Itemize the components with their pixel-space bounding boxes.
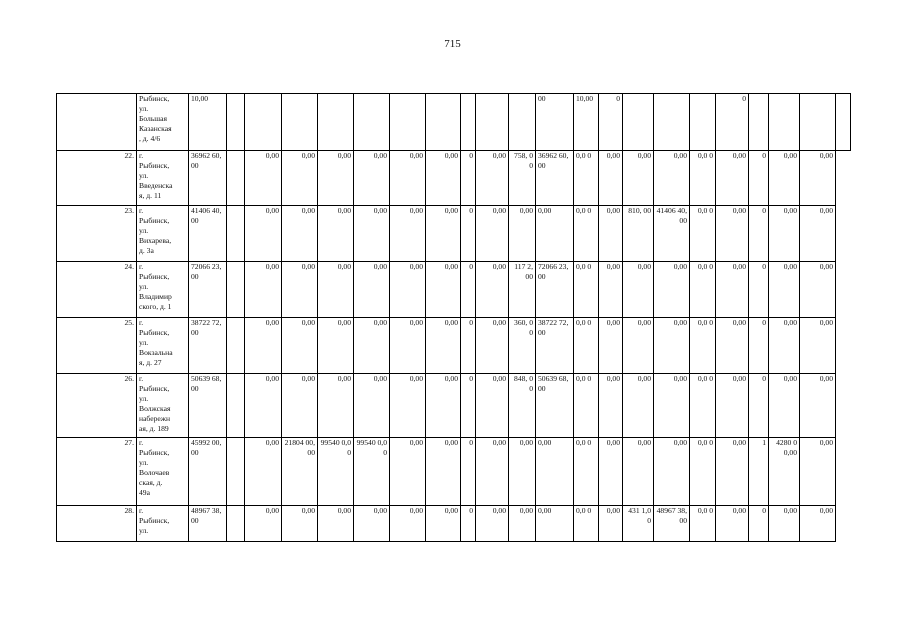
row-number-cell: 22. bbox=[57, 151, 137, 206]
value-cell: 72066 23,00 bbox=[189, 262, 227, 318]
address-line: Рыбинск, bbox=[139, 448, 170, 457]
value-cell: 0,00 bbox=[769, 506, 800, 542]
value-cell bbox=[227, 206, 245, 262]
value-cell: 0,00 bbox=[245, 374, 282, 438]
address-line: Волжская bbox=[139, 404, 171, 413]
address-cell bbox=[137, 94, 189, 151]
value-cell bbox=[654, 94, 690, 151]
address-line: Владимир bbox=[139, 292, 172, 301]
address-line: Вокзальна bbox=[139, 348, 173, 357]
value-cell: 0,00 bbox=[623, 374, 654, 438]
value-cell: 0,0 0 bbox=[690, 318, 716, 374]
value-cell: 0,00 bbox=[800, 206, 836, 262]
value-cell: 0,0 0 bbox=[574, 151, 599, 206]
value-cell: 0,0 0 bbox=[690, 438, 716, 506]
value-cell: 0,00 bbox=[282, 262, 318, 318]
address-line: Вихарева, bbox=[139, 236, 172, 245]
value-cell: 0 bbox=[461, 374, 476, 438]
value-cell: 0,00 bbox=[390, 438, 426, 506]
value-cell: 0,00 bbox=[654, 262, 690, 318]
address-line: г. bbox=[139, 262, 144, 271]
value-cell: 0 bbox=[461, 438, 476, 506]
value-cell: 0,00 bbox=[623, 151, 654, 206]
value-cell: 0,00 bbox=[654, 318, 690, 374]
value-cell: 0,00 bbox=[599, 438, 623, 506]
value-cell: 0,00 bbox=[476, 151, 509, 206]
address-line: Рыбинск, bbox=[139, 384, 170, 393]
address-cell bbox=[137, 318, 189, 374]
value-cell: 0,00 bbox=[623, 262, 654, 318]
value-cell: 0,00 bbox=[476, 206, 509, 262]
value-cell bbox=[461, 94, 476, 151]
value-cell: 0,00 bbox=[245, 506, 282, 542]
value-cell: 0,0 0 bbox=[574, 374, 599, 438]
value-cell: 0,0 0 bbox=[690, 374, 716, 438]
value-cell bbox=[282, 94, 318, 151]
value-cell: 0,00 bbox=[769, 206, 800, 262]
value-cell bbox=[245, 94, 282, 151]
value-cell: 0,00 bbox=[426, 438, 461, 506]
value-cell: 0,00 bbox=[354, 374, 390, 438]
value-cell: 0,00 bbox=[716, 374, 749, 438]
value-cell: 0,00 bbox=[245, 438, 282, 506]
address-cell bbox=[137, 374, 189, 438]
value-cell: 0,0 0 bbox=[690, 262, 716, 318]
value-cell: 0,00 bbox=[390, 318, 426, 374]
value-cell: 0,00 bbox=[476, 262, 509, 318]
value-cell: 758, 00 bbox=[509, 151, 536, 206]
table-row bbox=[57, 506, 851, 542]
value-cell: 50639 68,00 bbox=[536, 374, 574, 438]
value-cell: 0 bbox=[461, 506, 476, 542]
value-cell: 10,00 bbox=[574, 94, 599, 151]
value-cell: 0,00 bbox=[716, 151, 749, 206]
value-cell: 0,00 bbox=[282, 506, 318, 542]
address-line: г. bbox=[139, 374, 144, 383]
value-cell: 0 bbox=[599, 94, 623, 151]
page-number: 715 bbox=[444, 38, 461, 50]
value-cell: 99540 0,00 bbox=[318, 438, 354, 506]
value-cell bbox=[318, 94, 354, 151]
table-row bbox=[57, 94, 851, 151]
value-cell: 0,00 bbox=[354, 318, 390, 374]
value-cell: 0 bbox=[749, 318, 769, 374]
value-cell: 0,00 bbox=[599, 374, 623, 438]
value-cell: 0 bbox=[749, 374, 769, 438]
value-cell bbox=[690, 94, 716, 151]
value-cell: 0,00 bbox=[509, 506, 536, 542]
row-number-cell: 25. bbox=[57, 318, 137, 374]
value-cell: 0,00 bbox=[426, 206, 461, 262]
address-line: , д. 4/6 bbox=[139, 134, 161, 143]
value-cell: 10,00 bbox=[189, 94, 227, 151]
value-cell: 0,00 bbox=[623, 318, 654, 374]
value-cell: 0 bbox=[461, 151, 476, 206]
value-cell: 0,00 bbox=[476, 438, 509, 506]
value-cell: 0,00 bbox=[426, 262, 461, 318]
address-line: Рыбинск, bbox=[139, 94, 170, 103]
value-cell: 0,00 bbox=[245, 206, 282, 262]
value-cell bbox=[623, 94, 654, 151]
value-cell: 0,00 bbox=[245, 318, 282, 374]
table-row bbox=[57, 151, 851, 206]
value-cell bbox=[227, 438, 245, 506]
value-cell: 21804 00,00 bbox=[282, 438, 318, 506]
address-cell bbox=[137, 151, 189, 206]
table-row bbox=[57, 206, 851, 262]
table-row bbox=[57, 438, 851, 506]
value-cell: 41406 40,00 bbox=[654, 206, 690, 262]
row-number-cell: 26. bbox=[57, 374, 137, 438]
address-cell bbox=[137, 262, 189, 318]
value-cell: 36962 60,00 bbox=[189, 151, 227, 206]
value-cell: 0,00 bbox=[476, 374, 509, 438]
address-line: я, д. 11 bbox=[139, 191, 162, 200]
address-line: г. bbox=[139, 151, 144, 160]
value-cell: 0,00 bbox=[354, 151, 390, 206]
value-cell: 0,00 bbox=[426, 506, 461, 542]
address-line: ская, д. bbox=[139, 478, 163, 487]
value-cell: 0,00 bbox=[769, 318, 800, 374]
value-cell: 48967 38,00 bbox=[189, 506, 227, 542]
value-cell bbox=[227, 374, 245, 438]
value-cell: 0,00 bbox=[390, 506, 426, 542]
value-cell: 0,00 bbox=[800, 506, 836, 542]
value-cell: 0 bbox=[749, 206, 769, 262]
address-cell bbox=[137, 506, 189, 542]
value-cell: 0,00 bbox=[623, 438, 654, 506]
value-cell: 0 bbox=[749, 262, 769, 318]
value-cell: 0,00 bbox=[318, 262, 354, 318]
address-line: г. bbox=[139, 206, 144, 215]
value-cell: 0,00 bbox=[536, 206, 574, 262]
value-cell: 0,00 bbox=[318, 506, 354, 542]
value-cell bbox=[227, 262, 245, 318]
address-line: ул. bbox=[139, 338, 149, 347]
value-cell: 0,00 bbox=[599, 262, 623, 318]
value-cell: 0,00 bbox=[716, 262, 749, 318]
value-cell bbox=[227, 151, 245, 206]
row-number-cell: 27. bbox=[57, 438, 137, 506]
value-cell: 0,00 bbox=[716, 438, 749, 506]
address-line: 49а bbox=[139, 488, 150, 497]
value-cell: 0,00 bbox=[654, 438, 690, 506]
value-cell bbox=[836, 94, 851, 151]
value-cell: 810, 00 bbox=[623, 206, 654, 262]
value-cell bbox=[354, 94, 390, 151]
address-line: Рыбинск, bbox=[139, 161, 170, 170]
value-cell: 0,0 0 bbox=[690, 206, 716, 262]
value-cell: 0,00 bbox=[716, 206, 749, 262]
address-line: г. bbox=[139, 506, 144, 515]
value-cell: 0,00 bbox=[318, 151, 354, 206]
address-cell bbox=[137, 438, 189, 506]
value-cell: 0,00 bbox=[509, 206, 536, 262]
value-cell: 0,00 bbox=[282, 374, 318, 438]
value-cell bbox=[227, 506, 245, 542]
value-cell bbox=[227, 318, 245, 374]
value-cell: 0,00 bbox=[318, 318, 354, 374]
housing-register-table bbox=[56, 93, 851, 542]
address-line: ая, д. 189 bbox=[139, 424, 169, 433]
value-cell: 0 bbox=[461, 206, 476, 262]
value-cell: 0,00 bbox=[476, 318, 509, 374]
address-line: ул. bbox=[139, 282, 149, 291]
address-line: г. bbox=[139, 438, 144, 447]
value-cell: 0,00 bbox=[390, 262, 426, 318]
row-number-cell bbox=[57, 94, 137, 151]
value-cell: 38722 72,00 bbox=[536, 318, 574, 374]
row-number-cell: 28. bbox=[57, 506, 137, 542]
value-cell: 0,00 bbox=[536, 506, 574, 542]
value-cell: 45992 00,00 bbox=[189, 438, 227, 506]
value-cell: 0,00 bbox=[426, 374, 461, 438]
value-cell: 72066 23,00 bbox=[536, 262, 574, 318]
row-number-cell: 23. bbox=[57, 206, 137, 262]
value-cell: 0,00 bbox=[599, 151, 623, 206]
value-cell: 0,00 bbox=[599, 206, 623, 262]
value-cell: 0,00 bbox=[282, 206, 318, 262]
value-cell: 0,00 bbox=[354, 206, 390, 262]
address-line: набережн bbox=[139, 414, 171, 423]
address-line: Рыбинск, bbox=[139, 216, 170, 225]
address-line: ского, д. 1 bbox=[139, 302, 172, 311]
value-cell: 0,00 bbox=[716, 318, 749, 374]
value-cell bbox=[426, 94, 461, 151]
value-cell: 0,00 bbox=[769, 374, 800, 438]
value-cell: 38722 72,00 bbox=[189, 318, 227, 374]
value-cell: 41406 40,00 bbox=[189, 206, 227, 262]
value-cell: 0,00 bbox=[769, 262, 800, 318]
value-cell: 4280 00,00 bbox=[769, 438, 800, 506]
value-cell: 36962 60,00 bbox=[536, 151, 574, 206]
value-cell: 00 bbox=[536, 94, 574, 151]
address-line: Введенска bbox=[139, 181, 173, 190]
value-cell: 48967 38,00 bbox=[654, 506, 690, 542]
table-row bbox=[57, 262, 851, 318]
value-cell: 0,00 bbox=[354, 506, 390, 542]
address-line: Казанская bbox=[139, 124, 172, 133]
value-cell: 0,0 0 bbox=[574, 262, 599, 318]
value-cell: 0,00 bbox=[654, 151, 690, 206]
table-row bbox=[57, 374, 851, 438]
value-cell: 0,0 0 bbox=[574, 206, 599, 262]
address-line: я, д. 27 bbox=[139, 358, 162, 367]
value-cell: 0,00 bbox=[426, 151, 461, 206]
address-line: Рыбинск, bbox=[139, 272, 170, 281]
value-cell: 1 bbox=[749, 438, 769, 506]
value-cell: 0 bbox=[461, 262, 476, 318]
value-cell: 0 bbox=[461, 318, 476, 374]
address-line: Большая bbox=[139, 114, 168, 123]
value-cell: 0,00 bbox=[509, 438, 536, 506]
value-cell: 431 1,00 bbox=[623, 506, 654, 542]
value-cell: 0,00 bbox=[390, 374, 426, 438]
value-cell: 0,00 bbox=[800, 374, 836, 438]
address-line: Рыбинск, bbox=[139, 328, 170, 337]
value-cell: 0,00 bbox=[654, 374, 690, 438]
value-cell: 0 bbox=[749, 151, 769, 206]
value-cell: 0,00 bbox=[476, 506, 509, 542]
value-cell bbox=[390, 94, 426, 151]
value-cell: 0,00 bbox=[245, 151, 282, 206]
value-cell: 0,00 bbox=[426, 318, 461, 374]
value-cell: 0,0 0 bbox=[574, 438, 599, 506]
value-cell: 0,00 bbox=[318, 374, 354, 438]
value-cell: 50639 68,00 bbox=[189, 374, 227, 438]
value-cell: 848, 00 bbox=[509, 374, 536, 438]
value-cell: 360, 00 bbox=[509, 318, 536, 374]
value-cell bbox=[769, 94, 800, 151]
value-cell: 0 bbox=[749, 506, 769, 542]
value-cell: 0,00 bbox=[599, 506, 623, 542]
value-cell: 99540 0,00 bbox=[354, 438, 390, 506]
value-cell: 0,0 0 bbox=[690, 506, 716, 542]
address-line: г. bbox=[139, 318, 144, 327]
value-cell: 0,00 bbox=[800, 438, 836, 506]
address-line: ул. bbox=[139, 458, 149, 467]
value-cell: 0,00 bbox=[769, 151, 800, 206]
value-cell: 0,00 bbox=[354, 262, 390, 318]
address-line: д. 3а bbox=[139, 246, 154, 255]
address-line: ул. bbox=[139, 226, 149, 235]
value-cell: 0,00 bbox=[282, 318, 318, 374]
value-cell bbox=[476, 94, 509, 151]
row-number-cell: 24. bbox=[57, 262, 137, 318]
value-cell bbox=[749, 94, 769, 151]
address-line: ул. bbox=[139, 171, 149, 180]
value-cell: 0,00 bbox=[800, 151, 836, 206]
value-cell: 0,00 bbox=[716, 506, 749, 542]
value-cell: 0,00 bbox=[390, 206, 426, 262]
value-cell bbox=[509, 94, 536, 151]
value-cell bbox=[800, 94, 836, 151]
address-line: Волочаев bbox=[139, 468, 170, 477]
value-cell: 0,00 bbox=[390, 151, 426, 206]
address-line: ул. bbox=[139, 394, 149, 403]
value-cell: 0,00 bbox=[536, 438, 574, 506]
value-cell: 0,0 0 bbox=[574, 506, 599, 542]
value-cell: 0 bbox=[716, 94, 749, 151]
value-cell: 0,00 bbox=[282, 151, 318, 206]
value-cell: 0,00 bbox=[800, 262, 836, 318]
value-cell: 0,0 0 bbox=[690, 151, 716, 206]
value-cell: 0,00 bbox=[245, 262, 282, 318]
value-cell: 0,0 0 bbox=[574, 318, 599, 374]
value-cell: 0,00 bbox=[599, 318, 623, 374]
address-line: ул. bbox=[139, 526, 149, 535]
table-row bbox=[57, 318, 851, 374]
value-cell bbox=[227, 94, 245, 151]
value-cell: 117 2,00 bbox=[509, 262, 536, 318]
address-cell bbox=[137, 206, 189, 262]
address-line: Рыбинск, bbox=[139, 516, 170, 525]
value-cell: 0,00 bbox=[800, 318, 836, 374]
value-cell: 0,00 bbox=[318, 206, 354, 262]
address-line: ул. bbox=[139, 104, 149, 113]
